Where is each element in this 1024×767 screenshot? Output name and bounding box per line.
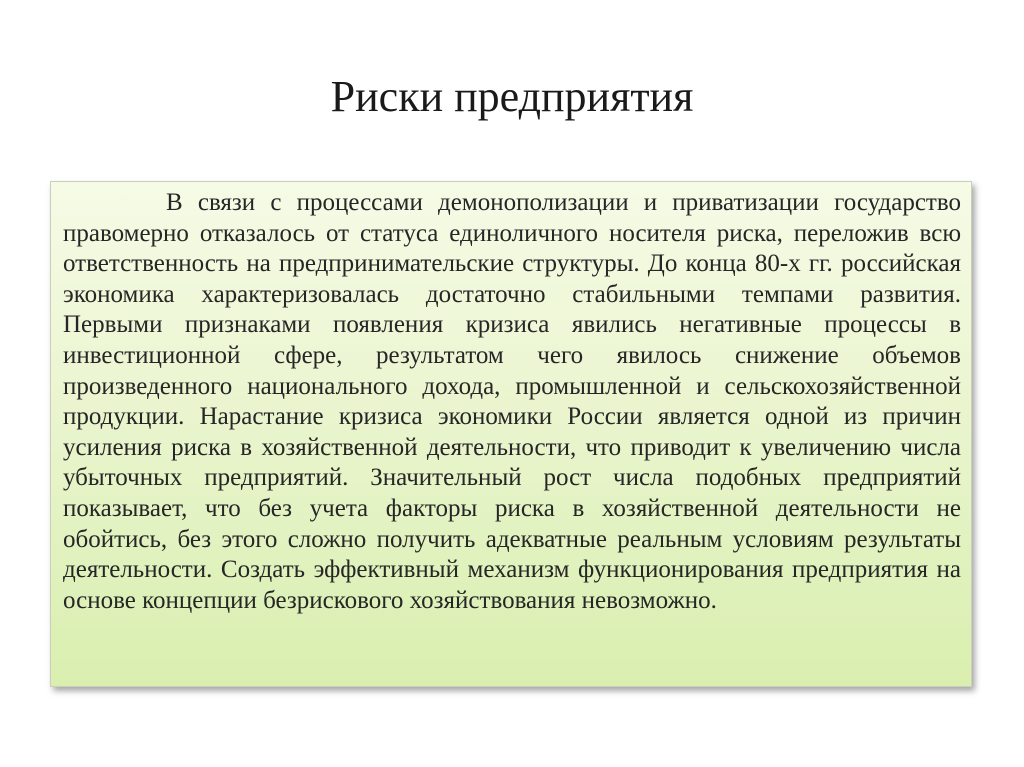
slide-title: Риски предприятия [330, 72, 694, 121]
body-paragraph: В связи с процессами демонополизации и приватизации государство правомерно отказалось от статуса единоличного носителя риска, переложив всю ответственность на предпринимательские структуры. До конца 80-х гг. российская экономика характеризовалась достаточно стабильными темпами развития. Первыми признаками появления кризиса явились негативные процессы в инвестиционной сфере, результатом чего явилось снижение объемов произведенного национального дохода, промышленной и сельскохозяйственной продукции. Нарастание кризиса экономики России является одной из причин усиления риска в хозяйственной деятельности, что приводит к увеличению числа убыточных предприятий. Значительный рост числа подобных предприятий показывает, что без учета факторы риска в хозяйственной деятельности не обойтись, без этого сложно получить адекватные реальным условиям результаты деятельности. Создать эффективный механизм функционирования предприятия на основе концепции безрискового хозяйствования невозможно. [63, 189, 961, 614]
content-text-box [50, 181, 972, 687]
